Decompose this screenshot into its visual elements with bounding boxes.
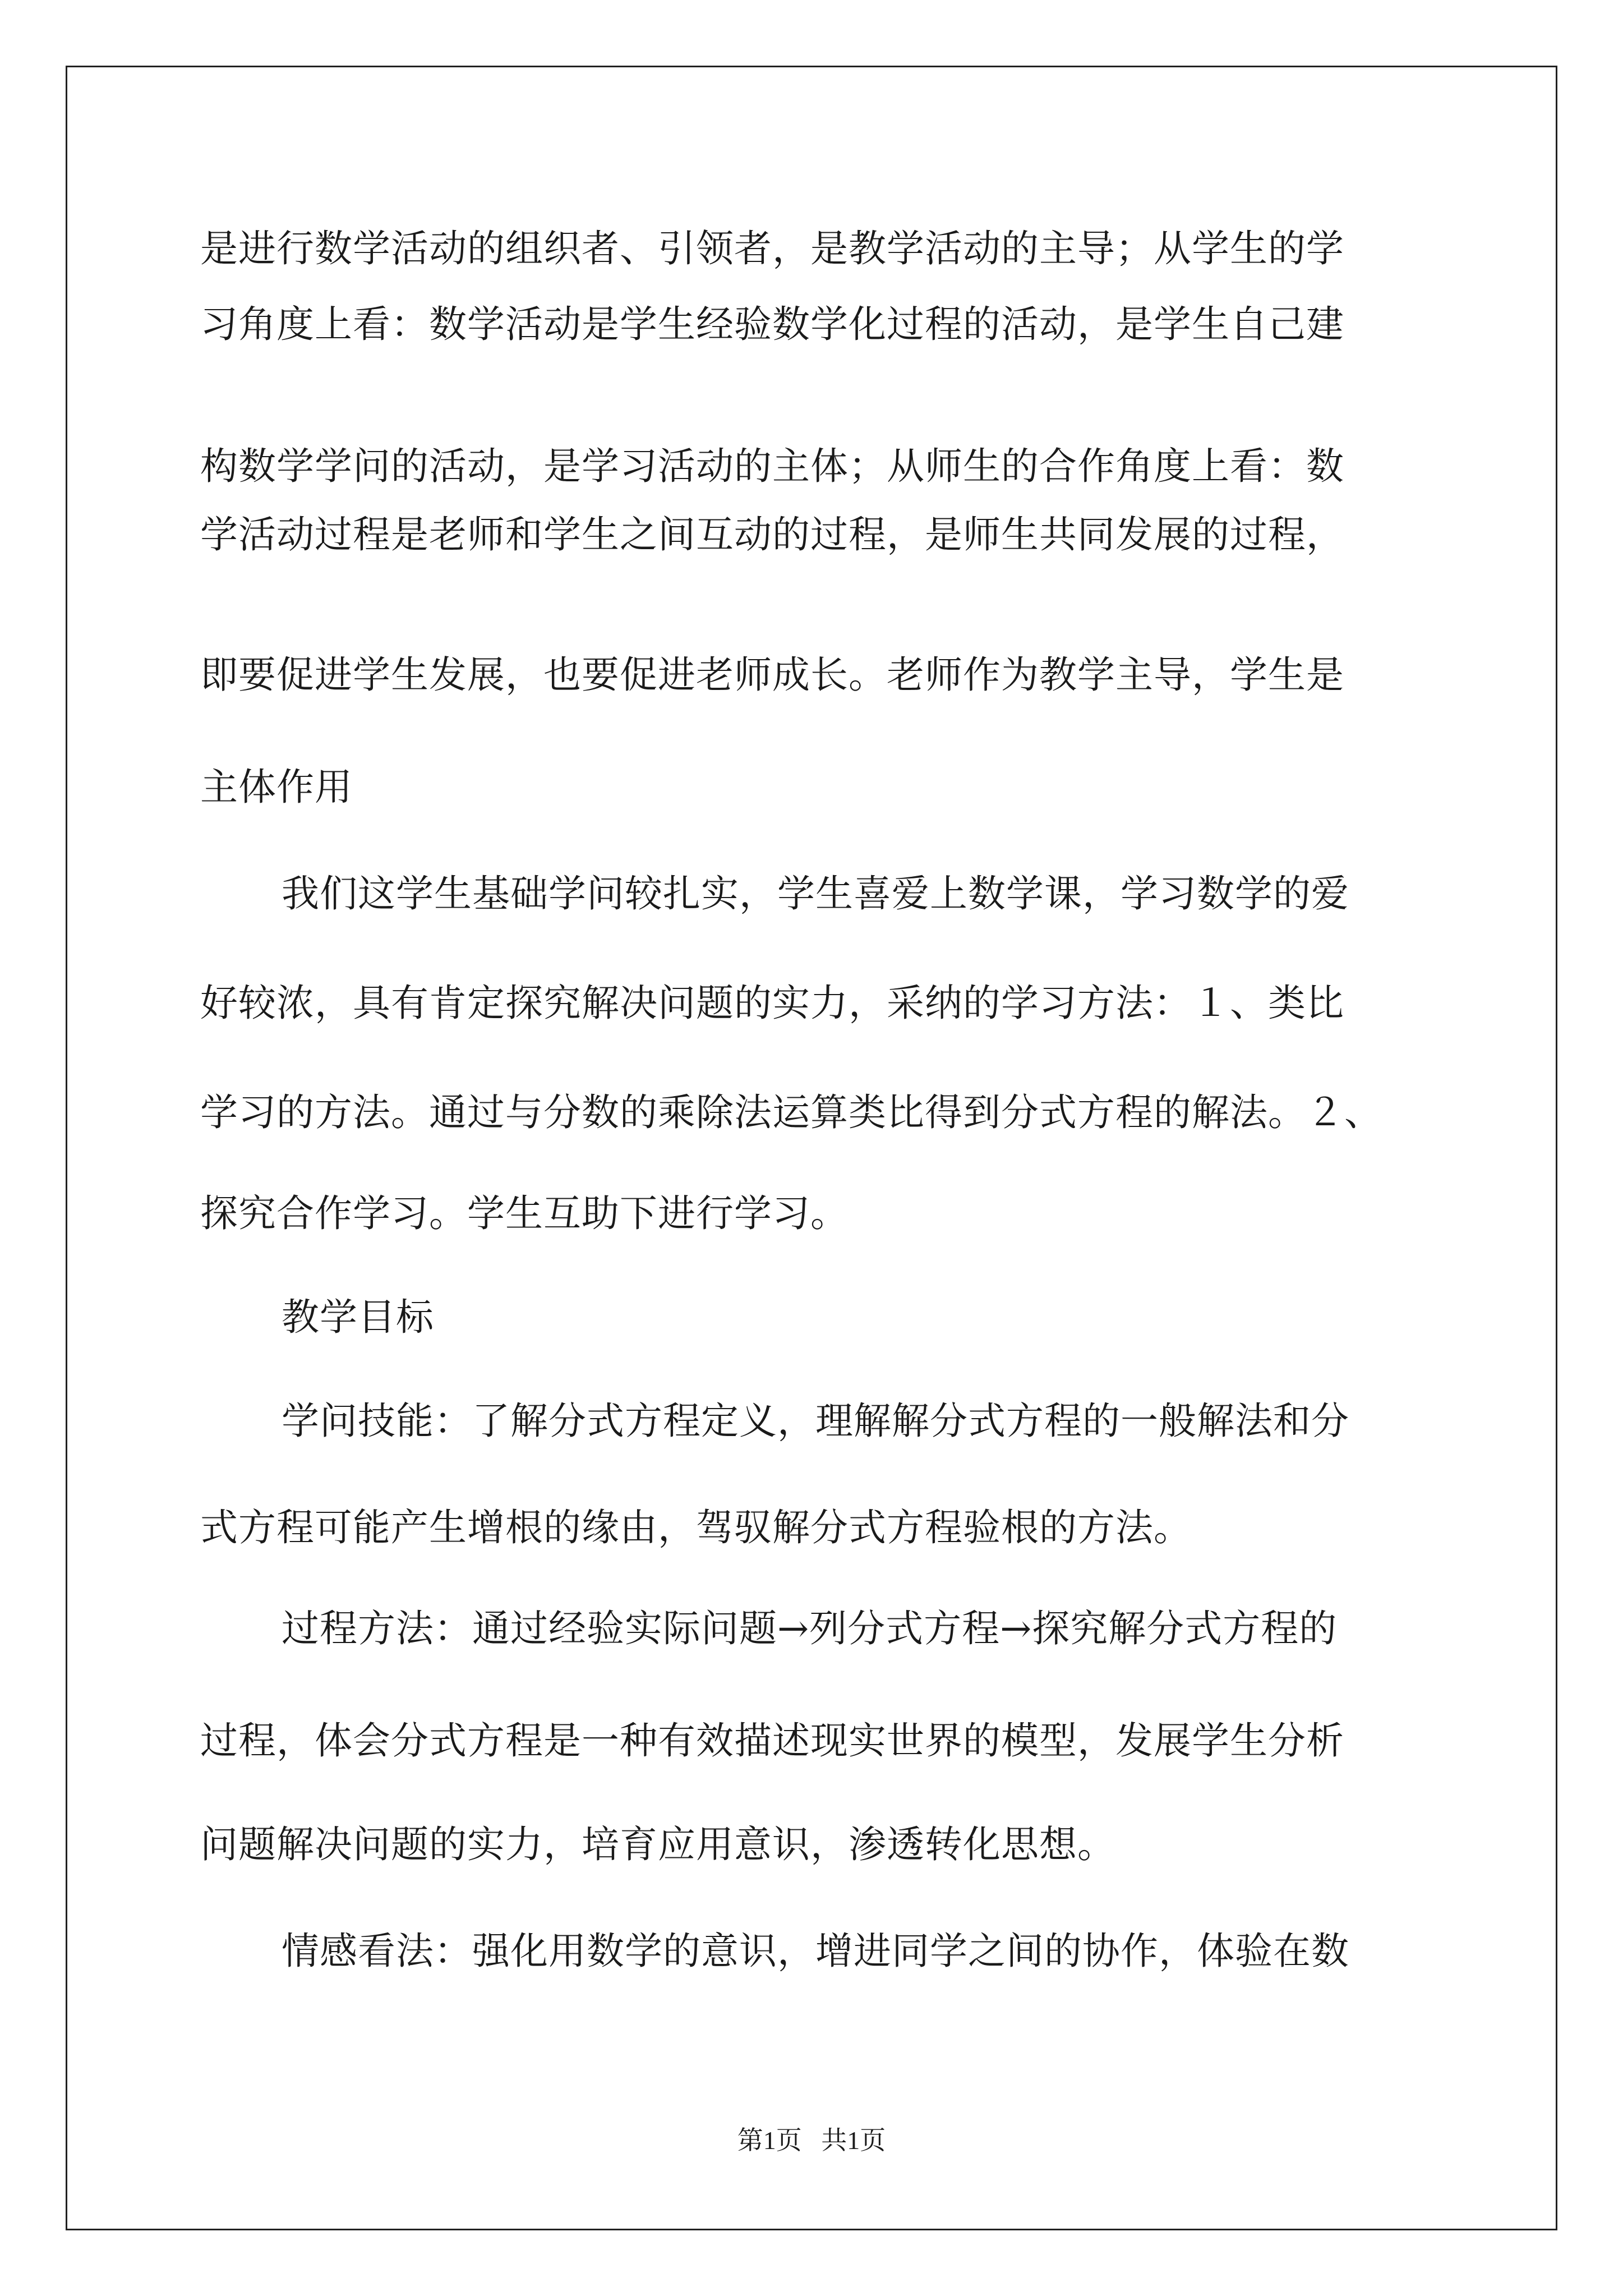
- text-line-3: 构数学学问的活动，是学习活动的主体；从师生的合作角度上看：数: [200, 444, 1344, 488]
- text-line-10: 探究合作学习。学生互助下进行学习。: [200, 1191, 849, 1235]
- text-line-4: 学活动过程是老师和学生之间互动的过程，是师生共同发展的过程，: [200, 513, 1344, 556]
- text-line-15: 过程，体会分式方程是一种有效描述现实世界的模型，发展学生分析: [200, 1719, 1344, 1763]
- text-line-16: 问题解决问题的实力，培育应用意识，渗透转化思想。: [200, 1823, 1115, 1866]
- page-footer: 第1页 共1页: [737, 2126, 886, 2155]
- text-line-11: 教学目标: [282, 1295, 434, 1339]
- text-line-8: 好较浓，具有肯定探究解决问题的实力，采纳的学习方法：１、类比: [200, 981, 1344, 1025]
- text-line-1: 是进行数学活动的组织者、引领者，是教学活动的主导；从学生的学: [200, 227, 1344, 270]
- text-line-7: 我们这学生基础学问较扎实，学生喜爱上数学课，学习数学的爱: [282, 872, 1349, 915]
- text-line-6: 主体作用: [200, 765, 353, 809]
- page-border: [66, 66, 1557, 2230]
- text-line-12: 学问技能：了解分式方程定义，理解解分式方程的一般解法和分: [282, 1399, 1349, 1443]
- text-line-2: 习角度上看：数学活动是学生经验数学化过程的活动，是学生自己建: [200, 302, 1344, 346]
- text-line-5: 即要促进学生发展，也要促进老师成长。老师作为教学主导，学生是: [200, 653, 1344, 697]
- text-line-9: 学习的方法。通过与分数的乘除法运算类比得到分式方程的解法。２、: [200, 1091, 1382, 1134]
- text-line-14: 过程方法：通过经验实际问题→列分式方程→探究解分式方程的: [282, 1607, 1338, 1650]
- text-line-17: 情感看法：强化用数学的意识，增进同学之间的协作，体验在数: [282, 1929, 1349, 1973]
- text-line-13: 式方程可能产生增根的缘由，驾驭解分式方程验根的方法。: [200, 1506, 1192, 1549]
